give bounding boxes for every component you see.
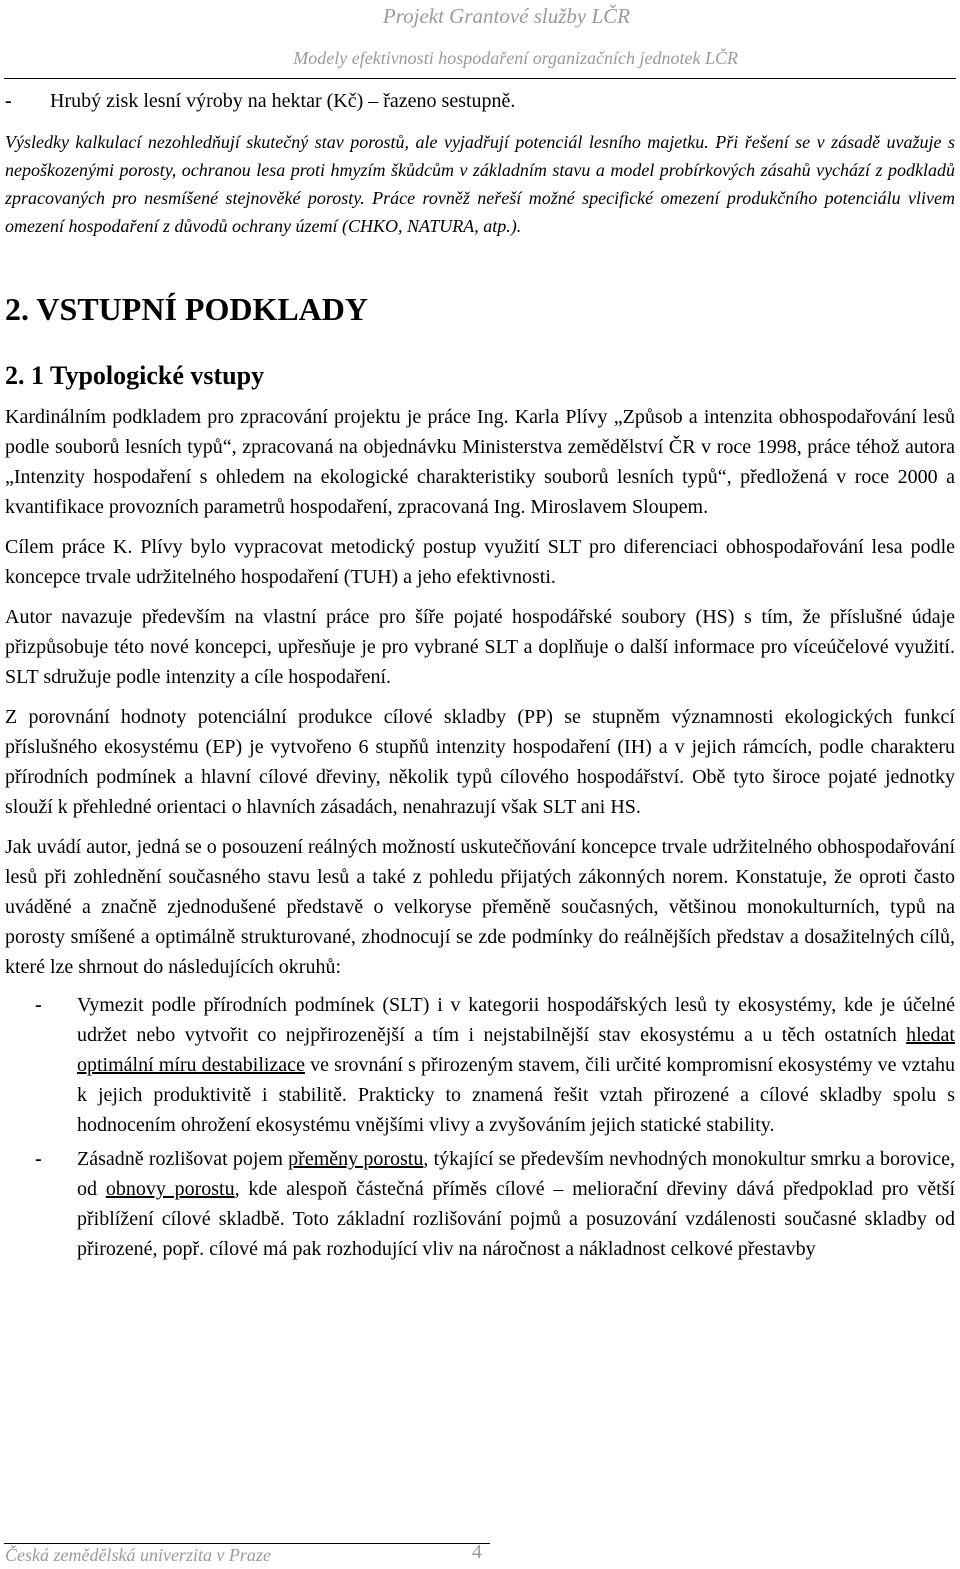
list-item-text: , kde alespoň částečná příměs cílové – meliorační dřeviny dává předpoklad pro větší přiblížení cílové skladbě. Toto základní rozlišování pojmů a posuzování vzdálenosti současné skladby od přirozené, popř. cílové má pak rozhodující vliv na náročnost a nákladnost celkové přestavby: [77, 1178, 956, 1260]
footer-university: Česká zemědělská univerzita v Praze: [5, 1545, 271, 1565]
top-bullet: [5, 86, 955, 116]
list-item-text: Zásadně rozlišovat pojem: [77, 1148, 289, 1170]
list-item: [5, 990, 955, 1140]
list-item-text: , týkající se především nevhodných monokultur smrku a borovice, od: [77, 1148, 955, 1200]
okruhy-list: [5, 990, 955, 1264]
list-dash: -: [35, 1148, 42, 1170]
paragraph: Cílem práce K. Plívy bylo vypracovat metodický postup využití SLT pro diferenciaci obhospodařování lesa podle koncepce trvale udržitelného hospodaření (TUH) a jeho efektivnosti.: [5, 536, 955, 588]
underlined-term: hledat optimální míru destabilizace: [77, 1024, 955, 1076]
header-rule: [4, 78, 956, 79]
underlined-term: přeměny porostu: [288, 1148, 424, 1170]
italic-note: Výsledky kalkulací nezohledňují skutečný stav porostů, ale vyjadřují potenciál lesního majetku. Při řešení se v zásadě uvažuje s nepoškozenými porosty, ochranou lesa proti hmyzím škůdcům v základním stavu a model probírkových zásahů vychází z podkladů zpracovaných pro nesmíšené stejnověké porosty. Práce rovněž neřeší možné specifické omezení produkčního potenciálu vlivem omezení hospodaření z důvodů ochrany území (CHKO, NATURA, atp.).: [5, 132, 955, 236]
paragraph: Z porovnání hodnoty potenciální produkce cílové skladby (PP) se stupněm významnosti ekologických funkcí příslušného ekosystému (EP) je vytvořeno 6 stupňů intenzity hospodaření (IH) a v jejich rámcích, podle charakteru přírodních podmínek a hlavní cílové dřeviny, několik typů cílového hospodářství. Obě tyto široce pojaté jednotky slouží k přehledné orientaci o hlavních zásadách, nenahrazují však SLT ani HS.: [5, 706, 955, 818]
underlined-term: obnovy porostu: [105, 1178, 235, 1200]
list-dash: -: [35, 994, 42, 1016]
bullet-dash: -: [5, 90, 12, 112]
header-project: Projekt Grantové služby LČR: [382, 4, 630, 28]
page-number: 4: [472, 1541, 482, 1563]
section-heading: 2. VSTUPNÍ PODKLADY: [5, 291, 368, 327]
list-item-text: Vymezit podle přírodních podmínek (SLT) i v kategorii hospodářských lesů ty ekosystémy, kde je účelné udržet nebo vytvořit co nejpřirozenější a tím i nejstabilnější stav ekosystému a u těch ostatních: [77, 994, 955, 1046]
paragraph: Kardinálním podkladem pro zpracování projektu je práce Ing. Karla Plívy „Způsob a intenzita obhospodařování lesů podle souborů lesních typů“, zpracovaná na objednávku Ministerstva zemědělství ČR v roce 1998, práce téhož autora „Intenzity hospodaření s ohledem na ekologické charakteristiky souborů lesních typů“, předložená v roce 2000 a kvantifikace provozních parametrů hospodaření, zpracovaná Ing. Miroslavem Sloupem.: [5, 406, 955, 518]
paragraph: Jak uvádí autor, jedná se o posouzení reálných možností uskutečňování koncepce trvale udržitelného obhospodařování lesů při zohlednění současného stavu lesů a také z pohledu přijatých zákonných norem. Konstatuje, že oproti často uváděné a značně zjednodušené představě o velkoryse přeměně současných, většinou monokulturních, typů na porosty smíšené a optimálně strukturované, zhodnocují se zde podmínky do reálnějších představ a dosažitelných cílů, které lze shrnout do následujících okruhů:: [5, 836, 955, 978]
top-bullet-text: Hrubý zisk lesní výroby na hektar (Kč) – řazeno sestupně.: [50, 90, 516, 112]
paragraph: Autor navazuje především na vlastní práce pro šíře pojaté hospodářské soubory (HS) s tím, že příslušné údaje přizpůsobuje této nové koncepci, upřesňuje je pro vybrané SLT a doplňuje o další informace pro víceúčelové využití. SLT sdružuje podle intenzity a cíle hospodaření.: [5, 606, 955, 688]
list-item: [5, 1144, 955, 1264]
header-subtitle: Modely efektivnosti hospodaření organizačních jednotek LČR: [293, 48, 738, 68]
footer-rule: [4, 1543, 490, 1544]
page-content: [5, 86, 955, 1264]
subsection-heading: 2. 1 Typologické vstupy: [5, 361, 265, 390]
list-item-text: ve srovnání s přirozeným stavem, čili určité kompromisní ekosystémy ve vztahu k jejich produktivitě i stabilitě. Prakticky to znamená řešit vztah přirozené a cílové skladby spolu s hodnocením ohrožení ekosystému vnějšími vlivy a zvyšováním jejich statické stability.: [77, 1054, 955, 1136]
